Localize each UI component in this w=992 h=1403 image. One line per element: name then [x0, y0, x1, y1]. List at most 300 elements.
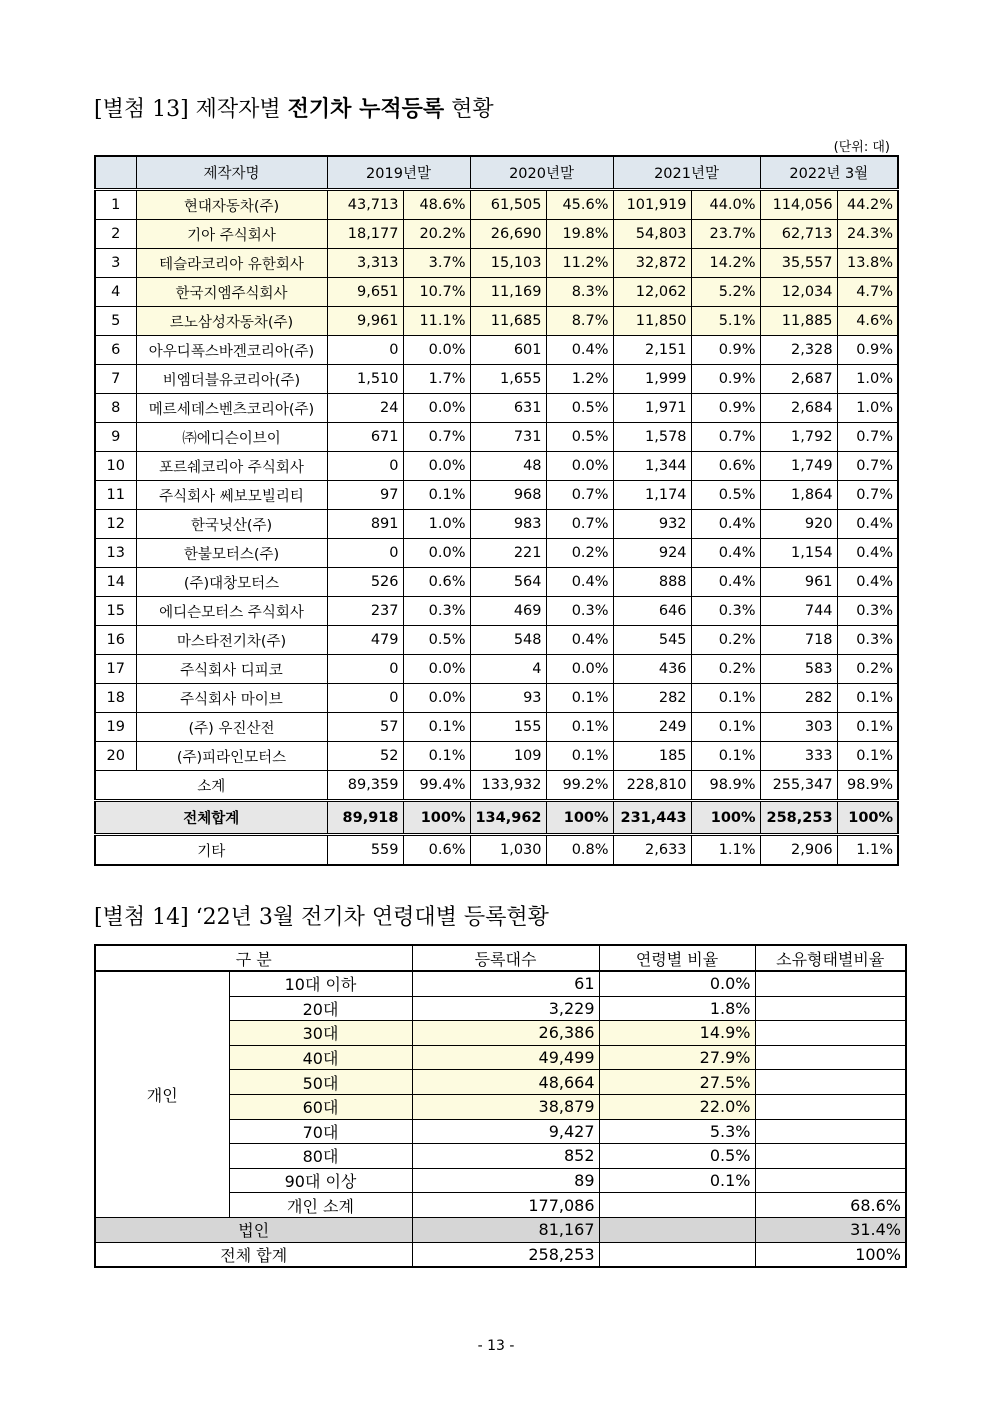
- cell-p22: 0.9%: [837, 336, 898, 365]
- cell-p22: 98.9%: [837, 771, 898, 801]
- cell-y21: 436: [613, 655, 691, 684]
- cell-y19: 89,359: [327, 771, 403, 801]
- group-label: 개인: [95, 971, 229, 1217]
- cell-p22: 44.2%: [837, 190, 898, 220]
- cell-p20: 0.0%: [546, 655, 613, 684]
- header-no: [95, 156, 136, 190]
- cell-p21: 0.4%: [691, 568, 760, 597]
- age-group: 50대: [229, 1070, 412, 1095]
- cell-y22: 2,687: [760, 365, 837, 394]
- row-number: 2: [95, 220, 136, 249]
- cell-p20: 0.7%: [546, 510, 613, 539]
- cell-y20: 4: [470, 655, 546, 684]
- cell-y20: 548: [470, 626, 546, 655]
- cell-p20: 0.5%: [546, 423, 613, 452]
- cell-p20: 0.5%: [546, 394, 613, 423]
- cell-p21: 0.4%: [691, 510, 760, 539]
- row-number: 16: [95, 626, 136, 655]
- cell-p22: 0.3%: [837, 597, 898, 626]
- ownership-ratio: [755, 1094, 906, 1119]
- manufacturer-name: 주식회사 쎄보모빌리티: [136, 481, 327, 510]
- registration-count: 9,427: [412, 1119, 599, 1144]
- registration-count: 852: [412, 1144, 599, 1169]
- ownership-ratio: 100%: [755, 1242, 906, 1267]
- cell-y21: 888: [613, 568, 691, 597]
- manufacturer-name: 마스타전기차(주): [136, 626, 327, 655]
- age-group: 40대: [229, 1045, 412, 1070]
- cell-y20: 93: [470, 684, 546, 713]
- header-ownership-ratio: 소유형태별비율: [755, 945, 906, 971]
- cell-p22: 0.1%: [837, 742, 898, 771]
- cell-y22: 718: [760, 626, 837, 655]
- cell-p22: 0.1%: [837, 684, 898, 713]
- cell-y20: 221: [470, 539, 546, 568]
- cell-p21: 0.2%: [691, 626, 760, 655]
- cell-p21: 0.6%: [691, 452, 760, 481]
- cell-p20: 45.6%: [546, 190, 613, 220]
- manufacturer-name: 기아 주식회사: [136, 220, 327, 249]
- cell-p20: 11.2%: [546, 249, 613, 278]
- cell-y19: 52: [327, 742, 403, 771]
- ownership-ratio: [755, 971, 906, 996]
- cell-y21: 1,999: [613, 365, 691, 394]
- table-row: [95, 713, 898, 742]
- cell-y22: 1,792: [760, 423, 837, 452]
- cell-y20: 469: [470, 597, 546, 626]
- header-count: 등록대수: [412, 945, 599, 971]
- cell-y21: 249: [613, 713, 691, 742]
- table-row: [95, 249, 898, 278]
- age-group: 10대 이하: [229, 971, 412, 996]
- cell-p19: 0.7%: [403, 423, 470, 452]
- row-number: 18: [95, 684, 136, 713]
- cell-y22: 258,253: [760, 801, 837, 835]
- total-label: 전체 합계: [95, 1242, 412, 1267]
- cell-p19: 48.6%: [403, 190, 470, 220]
- cell-p20: 0.2%: [546, 539, 613, 568]
- cell-y21: 932: [613, 510, 691, 539]
- cell-p19: 0.0%: [403, 336, 470, 365]
- cell-y21: 545: [613, 626, 691, 655]
- registration-count: 49,499: [412, 1045, 599, 1070]
- cell-p20: 0.4%: [546, 568, 613, 597]
- cell-y22: 255,347: [760, 771, 837, 801]
- cell-p21: 0.9%: [691, 365, 760, 394]
- cell-y22: 961: [760, 568, 837, 597]
- table-row: [95, 539, 898, 568]
- registration-count: 177,086: [412, 1193, 599, 1218]
- cell-y21: 11,850: [613, 307, 691, 336]
- cell-p20: 0.4%: [546, 336, 613, 365]
- table-row: [95, 971, 906, 996]
- corp-row: [95, 1217, 906, 1242]
- cell-y19: 89,918: [327, 801, 403, 835]
- cell-y19: 18,177: [327, 220, 403, 249]
- ownership-ratio: [755, 1168, 906, 1193]
- manufacturer-name: 한국닛산(주): [136, 510, 327, 539]
- cell-y19: 3,313: [327, 249, 403, 278]
- manufacturer-name: 한국지엠주식회사: [136, 278, 327, 307]
- manufacturer-name: 메르세데스벤츠코리아(주): [136, 394, 327, 423]
- grand-total-row: [95, 1242, 906, 1267]
- cell-y20: 15,103: [470, 249, 546, 278]
- cell-p22: 4.6%: [837, 307, 898, 336]
- cell-p19: 11.1%: [403, 307, 470, 336]
- cell-p19: 20.2%: [403, 220, 470, 249]
- manufacturer-name: 현대자동차(주): [136, 190, 327, 220]
- cell-y20: 968: [470, 481, 546, 510]
- table-header-row: [95, 945, 906, 971]
- cell-p22: 4.7%: [837, 278, 898, 307]
- cell-y19: 0: [327, 684, 403, 713]
- age-ratio: 14.9%: [599, 1021, 755, 1046]
- row-number: 7: [95, 365, 136, 394]
- registration-count: 81,167: [412, 1217, 599, 1242]
- age-group: 90대 이상: [229, 1168, 412, 1193]
- cell-p19: 0.3%: [403, 597, 470, 626]
- manufacturer-name: (주)대창모터스: [136, 568, 327, 597]
- manufacturer-name: 포르쉐코리아 주식회사: [136, 452, 327, 481]
- cell-p22: 0.4%: [837, 510, 898, 539]
- cell-y20: 1,030: [470, 835, 546, 866]
- total-row: [95, 801, 898, 835]
- cell-y20: 26,690: [470, 220, 546, 249]
- cell-y22: 583: [760, 655, 837, 684]
- cell-y22: 1,749: [760, 452, 837, 481]
- cell-y19: 0: [327, 452, 403, 481]
- table-row: [95, 510, 898, 539]
- cell-y22: 1,154: [760, 539, 837, 568]
- row-number: 9: [95, 423, 136, 452]
- cell-p22: 13.8%: [837, 249, 898, 278]
- cell-y20: 983: [470, 510, 546, 539]
- cell-y20: 155: [470, 713, 546, 742]
- cell-y21: 54,803: [613, 220, 691, 249]
- cell-y22: 12,034: [760, 278, 837, 307]
- cell-y21: 2,633: [613, 835, 691, 866]
- cell-p19: 0.0%: [403, 394, 470, 423]
- table-row: [95, 481, 898, 510]
- cell-p19: 1.7%: [403, 365, 470, 394]
- cell-y21: 2,151: [613, 336, 691, 365]
- age-ratio: 1.8%: [599, 996, 755, 1021]
- manufacturer-name: 주식회사 디피코: [136, 655, 327, 684]
- subtotal-label: 소계: [95, 771, 327, 801]
- cell-y22: 2,684: [760, 394, 837, 423]
- cell-y20: 631: [470, 394, 546, 423]
- cell-y21: 231,443: [613, 801, 691, 835]
- table-row: [95, 278, 898, 307]
- cell-p20: 0.7%: [546, 481, 613, 510]
- cell-p21: 0.3%: [691, 597, 760, 626]
- registration-count: 3,229: [412, 996, 599, 1021]
- cell-y21: 185: [613, 742, 691, 771]
- header-year-2019: 2019년말: [327, 156, 470, 190]
- table-row: [95, 655, 898, 684]
- table-row: [95, 452, 898, 481]
- cell-y19: 57: [327, 713, 403, 742]
- age-table: [94, 944, 907, 1268]
- row-number: 6: [95, 336, 136, 365]
- table-row: [95, 394, 898, 423]
- cell-y19: 559: [327, 835, 403, 866]
- cell-y22: 920: [760, 510, 837, 539]
- registration-count: 89: [412, 1168, 599, 1193]
- ownership-ratio: [755, 996, 906, 1021]
- age-group: 30대: [229, 1021, 412, 1046]
- cell-y22: 1,864: [760, 481, 837, 510]
- registration-count: 26,386: [412, 1021, 599, 1046]
- ownership-ratio: 31.4%: [755, 1217, 906, 1242]
- table-header-row: [95, 156, 898, 190]
- cell-p21: 0.1%: [691, 742, 760, 771]
- age-ratio: 0.0%: [599, 971, 755, 996]
- cell-y22: 11,885: [760, 307, 837, 336]
- manufacturer-name: (주)피라인모터스: [136, 742, 327, 771]
- cell-p20: 0.1%: [546, 713, 613, 742]
- header-year-2021: 2021년말: [613, 156, 760, 190]
- row-number: 13: [95, 539, 136, 568]
- cell-p20: 8.3%: [546, 278, 613, 307]
- section13-title: [94, 92, 494, 123]
- cell-y19: 24: [327, 394, 403, 423]
- cell-y20: 564: [470, 568, 546, 597]
- cell-y22: 114,056: [760, 190, 837, 220]
- ownership-ratio: [755, 1021, 906, 1046]
- cell-y22: 744: [760, 597, 837, 626]
- cell-p19: 99.4%: [403, 771, 470, 801]
- header-year-2022: 2022년 3월: [760, 156, 898, 190]
- cell-p22: 0.7%: [837, 423, 898, 452]
- cell-p22: 0.1%: [837, 713, 898, 742]
- table-row: [95, 365, 898, 394]
- cell-p19: 0.0%: [403, 684, 470, 713]
- section13-title-pre: [별첨 13] 제작자별: [94, 97, 288, 122]
- cell-y21: 12,062: [613, 278, 691, 307]
- table-row: [95, 597, 898, 626]
- age-group: 70대: [229, 1119, 412, 1144]
- manufacturer-name: 에디슨모터스 주식회사: [136, 597, 327, 626]
- cell-y19: 0: [327, 336, 403, 365]
- cell-y20: 134,962: [470, 801, 546, 835]
- table-row: [95, 423, 898, 452]
- row-number: 4: [95, 278, 136, 307]
- total-label: 전체합계: [95, 801, 327, 835]
- cell-y19: 9,961: [327, 307, 403, 336]
- cell-p22: 0.3%: [837, 626, 898, 655]
- cell-p21: 23.7%: [691, 220, 760, 249]
- cell-p20: 0.4%: [546, 626, 613, 655]
- cell-p21: 0.9%: [691, 336, 760, 365]
- cell-p21: 1.1%: [691, 835, 760, 866]
- cell-p21: 0.9%: [691, 394, 760, 423]
- header-manufacturer: 제작자명: [136, 156, 327, 190]
- table-row: [95, 742, 898, 771]
- cell-y21: 228,810: [613, 771, 691, 801]
- cell-y20: 109: [470, 742, 546, 771]
- other-label: 기타: [95, 835, 327, 866]
- cell-p19: 0.0%: [403, 539, 470, 568]
- cell-y19: 237: [327, 597, 403, 626]
- header-category: 구 분: [95, 945, 412, 971]
- registration-count: 258,253: [412, 1242, 599, 1267]
- age-ratio: 0.5%: [599, 1144, 755, 1169]
- cell-y22: 303: [760, 713, 837, 742]
- age-ratio: 0.1%: [599, 1168, 755, 1193]
- cell-y20: 731: [470, 423, 546, 452]
- cell-y20: 133,932: [470, 771, 546, 801]
- cell-p19: 100%: [403, 801, 470, 835]
- row-number: 10: [95, 452, 136, 481]
- cell-p19: 1.0%: [403, 510, 470, 539]
- subtotal-row: [95, 771, 898, 801]
- cell-y21: 924: [613, 539, 691, 568]
- cell-p19: 0.0%: [403, 452, 470, 481]
- cell-p21: 98.9%: [691, 771, 760, 801]
- cell-p19: 0.1%: [403, 713, 470, 742]
- table-row: [95, 190, 898, 220]
- cell-y19: 671: [327, 423, 403, 452]
- table-row: [95, 220, 898, 249]
- cell-y21: 282: [613, 684, 691, 713]
- cell-p21: 0.5%: [691, 481, 760, 510]
- cell-p20: 1.2%: [546, 365, 613, 394]
- row-number: 19: [95, 713, 136, 742]
- cell-y19: 526: [327, 568, 403, 597]
- cell-y21: 101,919: [613, 190, 691, 220]
- cell-y21: 646: [613, 597, 691, 626]
- other-row: [95, 835, 898, 866]
- cell-p21: 0.4%: [691, 539, 760, 568]
- registration-count: 48,664: [412, 1070, 599, 1095]
- cell-y22: 333: [760, 742, 837, 771]
- cell-p21: 100%: [691, 801, 760, 835]
- cell-p21: 0.1%: [691, 713, 760, 742]
- section13-title-post: 현황: [444, 97, 494, 122]
- manufacturer-name: ㈜에디슨이브이: [136, 423, 327, 452]
- table-row: [95, 336, 898, 365]
- row-number: 3: [95, 249, 136, 278]
- cell-p20: 100%: [546, 801, 613, 835]
- cell-p22: 1.0%: [837, 394, 898, 423]
- age-group: 60대: [229, 1094, 412, 1119]
- cell-y19: 891: [327, 510, 403, 539]
- manufacturer-name: 르노삼성자동차(주): [136, 307, 327, 336]
- age-ratio: 5.3%: [599, 1119, 755, 1144]
- cell-p20: 0.1%: [546, 742, 613, 771]
- row-number: 12: [95, 510, 136, 539]
- row-number: 1: [95, 190, 136, 220]
- cell-y20: 11,169: [470, 278, 546, 307]
- cell-p20: 0.0%: [546, 452, 613, 481]
- cell-p21: 0.1%: [691, 684, 760, 713]
- row-number: 5: [95, 307, 136, 336]
- cell-y22: 35,557: [760, 249, 837, 278]
- manufacturer-name: 한불모터스(주): [136, 539, 327, 568]
- age-ratio: [599, 1217, 755, 1242]
- manufacturer-table: [94, 155, 899, 866]
- cell-y19: 0: [327, 655, 403, 684]
- ownership-ratio: [755, 1045, 906, 1070]
- table-row: [95, 568, 898, 597]
- age-group: 80대: [229, 1144, 412, 1169]
- ownership-ratio: [755, 1144, 906, 1169]
- unit-label: (단위: 대): [833, 140, 890, 155]
- cell-p22: 0.7%: [837, 481, 898, 510]
- cell-y21: 1,174: [613, 481, 691, 510]
- registration-count: 61: [412, 971, 599, 996]
- ownership-ratio: [755, 1070, 906, 1095]
- age-group: 20대: [229, 996, 412, 1021]
- cell-y20: 61,505: [470, 190, 546, 220]
- cell-p20: 99.2%: [546, 771, 613, 801]
- table-row: [95, 626, 898, 655]
- cell-p21: 44.0%: [691, 190, 760, 220]
- cell-y19: 43,713: [327, 190, 403, 220]
- cell-y21: 1,971: [613, 394, 691, 423]
- row-number: 14: [95, 568, 136, 597]
- row-number: 11: [95, 481, 136, 510]
- age-ratio: 22.0%: [599, 1094, 755, 1119]
- row-number: 20: [95, 742, 136, 771]
- table-row: [95, 684, 898, 713]
- cell-p19: 0.1%: [403, 742, 470, 771]
- manufacturer-name: 비엠더블유코리아(주): [136, 365, 327, 394]
- ownership-ratio: 68.6%: [755, 1193, 906, 1218]
- cell-p21: 5.2%: [691, 278, 760, 307]
- cell-p22: 0.4%: [837, 568, 898, 597]
- cell-p19: 0.1%: [403, 481, 470, 510]
- cell-y20: 11,685: [470, 307, 546, 336]
- manufacturer-name: 테슬라코리아 유한회사: [136, 249, 327, 278]
- row-number: 8: [95, 394, 136, 423]
- manufacturer-name: 아우디폭스바겐코리아(주): [136, 336, 327, 365]
- row-number: 17: [95, 655, 136, 684]
- cell-p20: 0.3%: [546, 597, 613, 626]
- cell-y19: 97: [327, 481, 403, 510]
- age-ratio: 27.5%: [599, 1070, 755, 1095]
- cell-y20: 1,655: [470, 365, 546, 394]
- cell-y20: 601: [470, 336, 546, 365]
- cell-y22: 62,713: [760, 220, 837, 249]
- age-ratio: [599, 1193, 755, 1218]
- cell-y22: 2,906: [760, 835, 837, 866]
- section14-title: [별첨 14] ‘22년 3월 전기차 연령대별 등록현황: [94, 905, 549, 930]
- cell-p22: 0.2%: [837, 655, 898, 684]
- cell-y19: 9,651: [327, 278, 403, 307]
- cell-p19: 3.7%: [403, 249, 470, 278]
- cell-y21: 1,578: [613, 423, 691, 452]
- cell-y22: 2,328: [760, 336, 837, 365]
- cell-y19: 1,510: [327, 365, 403, 394]
- cell-p19: 0.6%: [403, 568, 470, 597]
- cell-p19: 10.7%: [403, 278, 470, 307]
- cell-p19: 0.6%: [403, 835, 470, 866]
- table-row: [95, 307, 898, 336]
- row-number: 15: [95, 597, 136, 626]
- cell-p19: 0.5%: [403, 626, 470, 655]
- cell-p22: 24.3%: [837, 220, 898, 249]
- cell-y20: 48: [470, 452, 546, 481]
- section13-title-bold: 전기차 누적등록: [287, 97, 445, 122]
- cell-p19: 0.0%: [403, 655, 470, 684]
- registration-count: 38,879: [412, 1094, 599, 1119]
- age-group: 개인 소계: [229, 1193, 412, 1218]
- age-ratio: 27.9%: [599, 1045, 755, 1070]
- cell-p21: 14.2%: [691, 249, 760, 278]
- cell-p21: 5.1%: [691, 307, 760, 336]
- cell-y19: 0: [327, 539, 403, 568]
